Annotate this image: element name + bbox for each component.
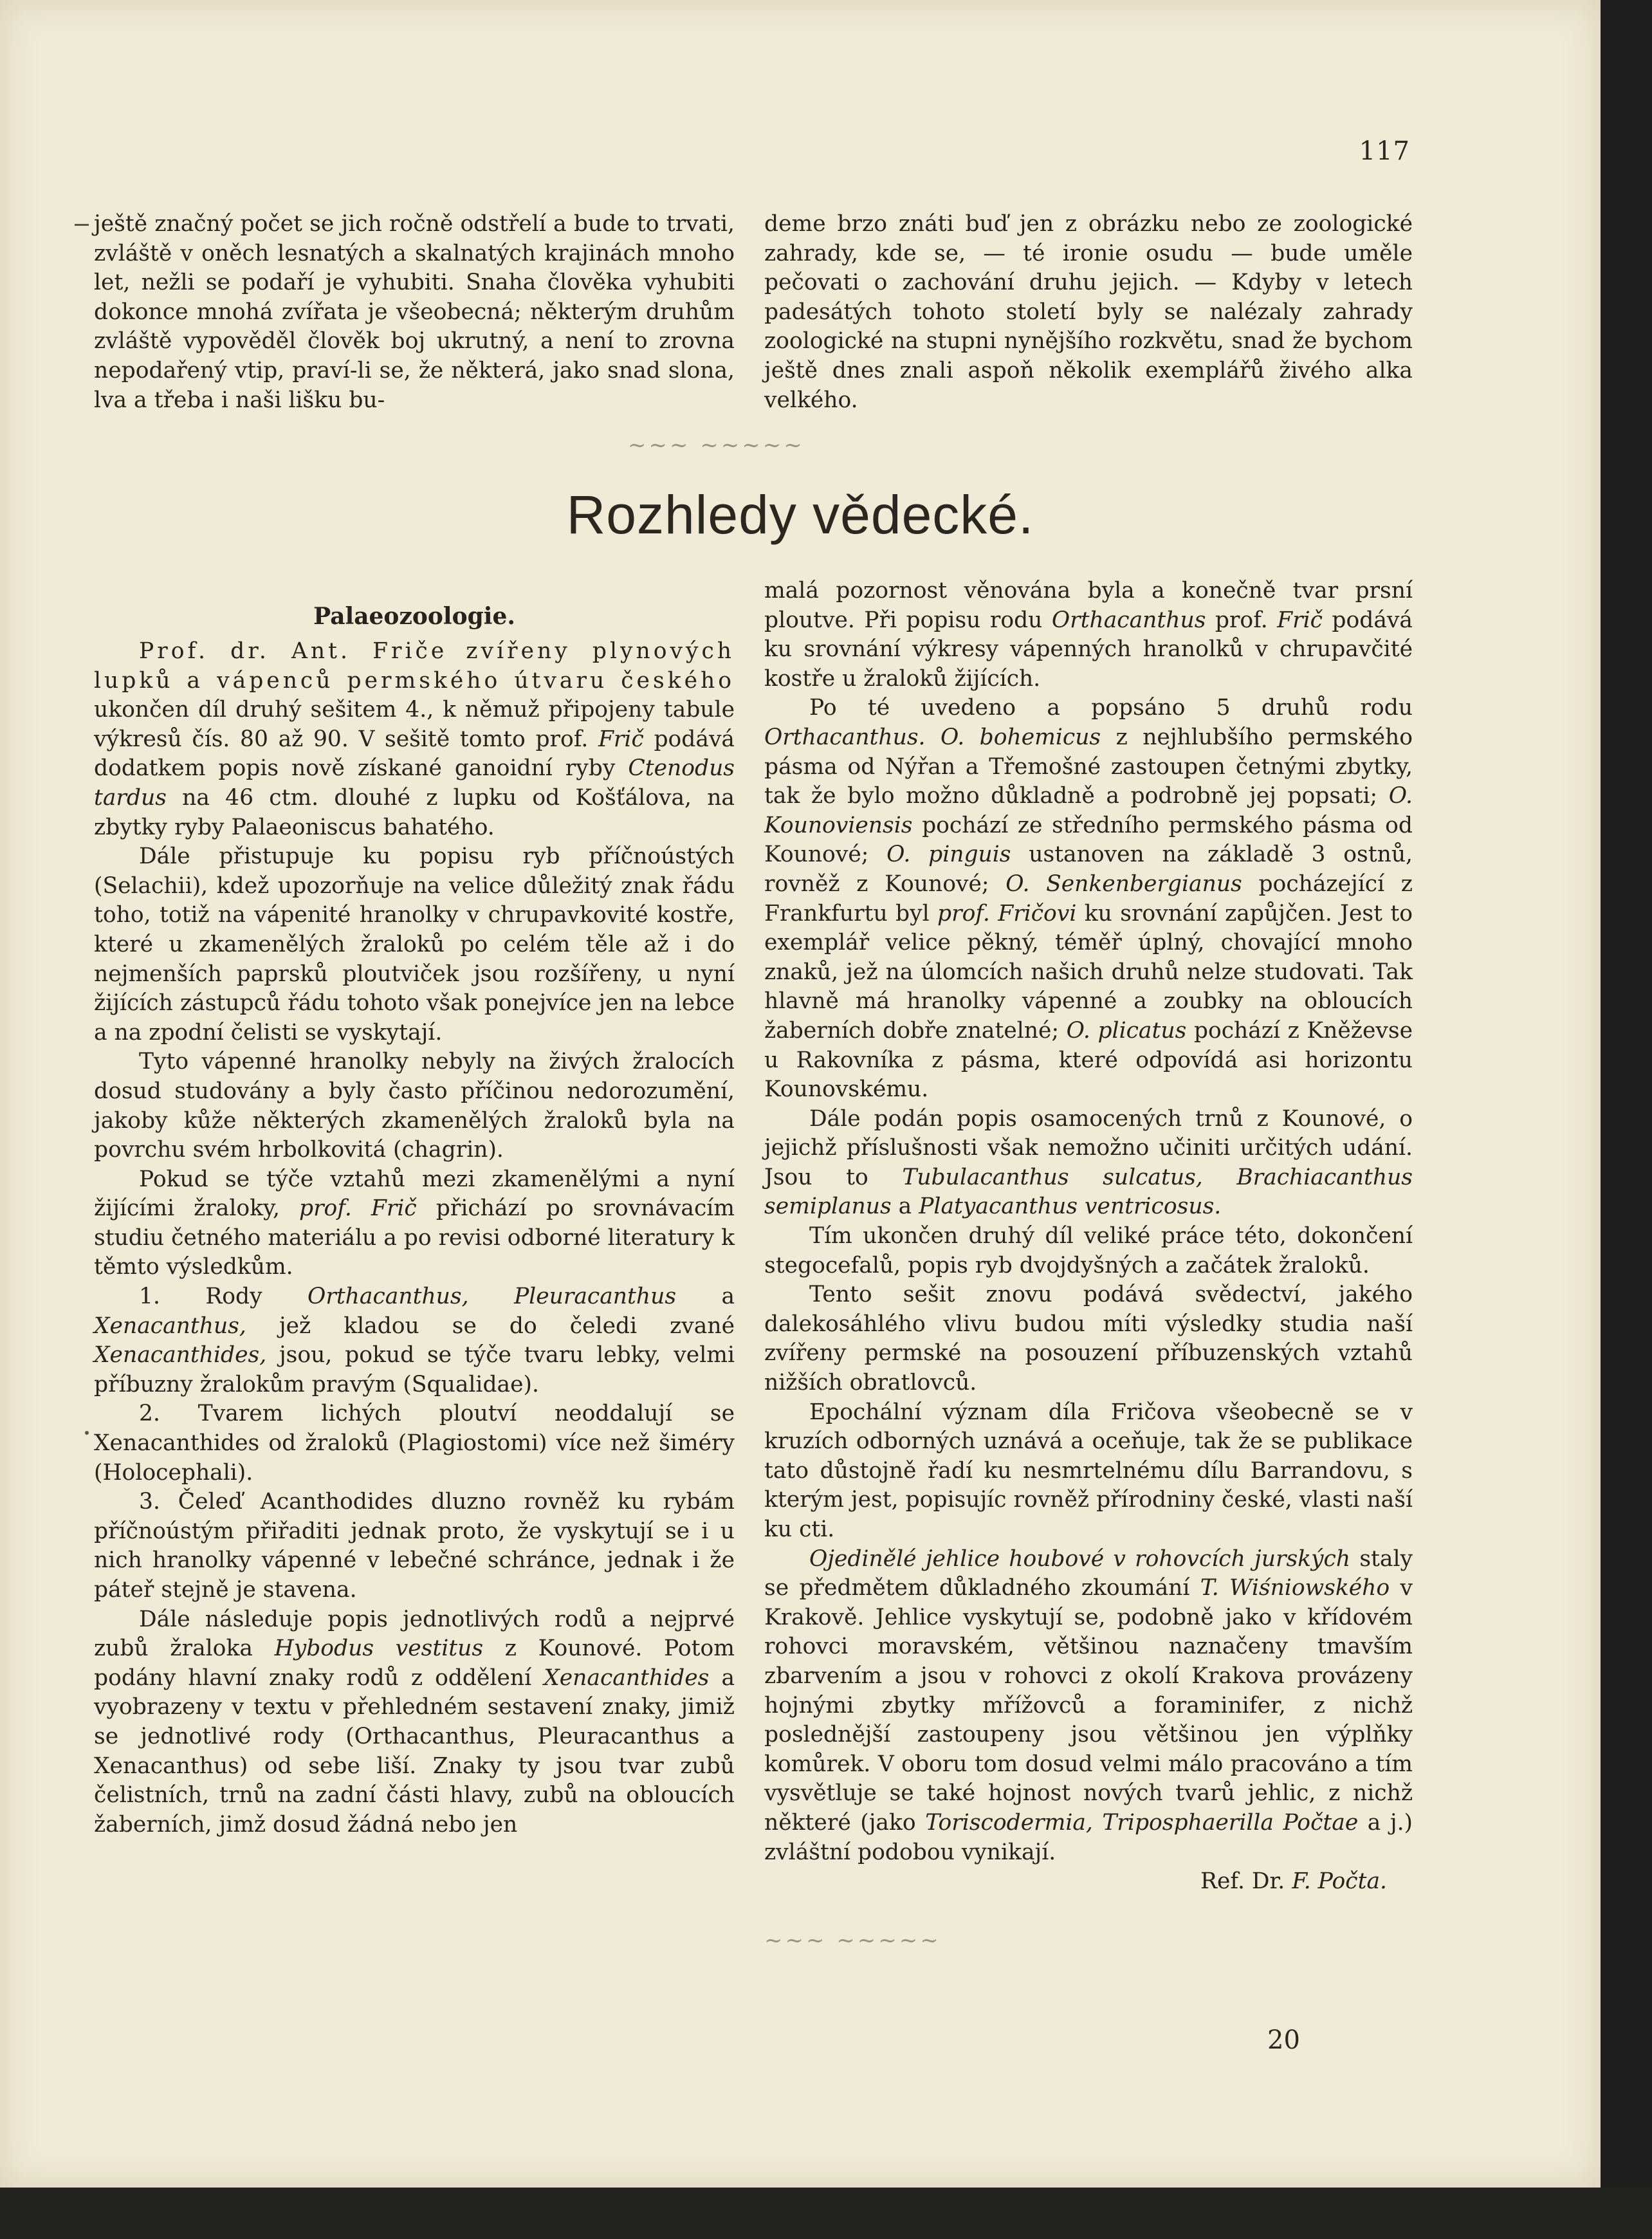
paragraph-7: 3. Čeleď Acanthodides dluzno rovněž ku rybám příčnoústým přiřaditi jednak proto, že vyskytují se i u nich hranolky vápenné v lebečné schránce, jednak i že páteř stejně je stavena. bbox=[94, 1489, 735, 1603]
ornament-divider: ~~~ ~~~~~ bbox=[628, 432, 805, 458]
paragraph-8: Dále následuje popis jednotlivých rodů a nejprvé zubů žraloka Hybodus vestitus z Kounové. Potom podány hlavní znaky rodů z oddělení Xenacanthides a vyobrazeny v textu v přehledném sestavení znaky, jimiž se jednotlivé rody (Orthacanthus, Pleuracanthus a Xenacanthus) od sebe liší. Znaky ty jsou tvar zubů čelistních, trnů na zadní části hlavy, zubů na obloucích žaberních, jimž dosud žádná nebo jen bbox=[94, 1606, 735, 1838]
scan-background-right bbox=[1601, 0, 1652, 2239]
reference-signature: Ref. Dr. F. Počta. bbox=[1200, 1868, 1387, 1895]
paragraph-1: malá pozornost věnována byla a konečně tvar prsní ploutve. Při popisu rodu Orthacanthus prof. Frič podává ku srovnání výkresy vápenných hranolků v chrupavčité kostře u žraloků žijících. bbox=[764, 578, 1413, 692]
paragraph-text: deme brzo znáti buď jen z obrázku nebo ze zoologické zahrady, kde se, — té ironie osudu — bude uměle pečovati o zachování druhu jejich. — Kdyby v letech padesátých tohoto století byly se nalézaly zahrady zoologické na stupni nynějšího rozkvětu, snad že bychom ještě dnes znali aspoň několik exemplářů živého alka velkého. bbox=[764, 211, 1413, 413]
right-column bbox=[764, 576, 1413, 1897]
section-title: Rozhledy vědecké. bbox=[566, 484, 1034, 545]
paragraph-5: Tento sešit znovu podává svědectví, jakého dalekosáhlého vlivu budou míti výsledky studia naší zvířeny permské na posouzení příbuzenských vztahů nižších obratlovců. bbox=[764, 1282, 1413, 1396]
top-right-paragraph bbox=[764, 210, 1413, 415]
paragraph-2: Po té uvedeno a popsáno 5 druhů rodu Orthacanthus. O. bohemicus z nejhlubšího permského pásma od Nýřan a Třemošné zastoupen četnými zbytky, tak že bylo možno důkladně a podrobně jej popsati; O. Kounoviensis pochází ze středního permského pásma od Kounové; O. pinguis ustanoven na základě 3 ostnů, rovněž z Kounové; O. Senkenbergianus pocházející z Frankfurtu byl prof. Fričovi ku srovnání zapůjčen. Jest to exemplář velice pěkný, téměř úplný, chovající mnoho znaků, jež na úlomcích našich druhů nelze studovati. Tak hlavně má hranolky vápenné a zoubky na obloucích žaberních dobře znatelné; O. plicatus pochází z Kněževse u Rakovníka z pásma, které odpovídá asi horizontu Kounovskému. bbox=[764, 695, 1413, 1103]
subsection-title: Palaeozoologie. bbox=[313, 603, 515, 630]
signature-number: 20 bbox=[1267, 2025, 1300, 2055]
paragraph-1: Prof. dr. Ant. Friče zvířeny plynových lupků a vápenců permského útvaru českého ukončen díl druhý sešitem 4., k němuž připojeny tabule výkresů čís. 80 až 90. V sešitě tomto prof. Frič podává dodatkem popis nově získané ganoidní ryby Ctenodus tardus na 46 ctm. dlouhé z lupku od Košťálova, na zbytky ryby Palaeoniscus bahatého. bbox=[94, 638, 735, 840]
paragraph-7: Ojedinělé jehlice houbové v rohovcích jurských staly se předmětem důkladného zkoumání T. Wiśniowského v Krakově. Jehlice vyskytují se, podobně jako v křídovém rohovci moravském, většinou naznačeny tmavším zbarvením a jsou v rohovci z okolí Krakova provázeny hojnými zbytky mřížovců a foraminifer, z nichž poslednější zastoupeny jsou většinou jen výplňky komůrek. V oboru tom dosud velmi málo pracováno a tím vysvětluje se také hojnost nových tvarů jehlic, z nichž některé (jako Toriscodermia, Triposphaerilla Počtae a j.) zvláštní podobou vynikají. bbox=[764, 1545, 1413, 1865]
left-column bbox=[94, 601, 735, 1839]
paragraph-6: 2. Tvarem lichých ploutví neoddalují se Xenacanthides od žraloků (Plagiostomi) více než šiméry (Holocephali). bbox=[94, 1401, 735, 1486]
paragraph-3: Tyto vápenné hranolky nebyly na živých žralocích dosud studovány a byly často příčinou nedorozumění, jakoby kůže některých zkamenělých žraloků byla na povrchu svém hrbolkovitá (chagrin). bbox=[94, 1049, 735, 1163]
page-number: 117 bbox=[1359, 136, 1410, 166]
paragraph-5: 1. Rody Orthacanthus, Pleuracanthus a Xenacanthus, jež kladou se do čeledi zvané Xenacanthides, jsou, pokud se týče tvaru lebky, velmi příbuzny žralokům pravým (Squalidae). bbox=[94, 1284, 735, 1397]
paragraph-4: Tím ukončen druhý díl veliké práce této, dokončení stegocefalů, popis ryb dvojdyšných a začátek žraloků. bbox=[764, 1223, 1413, 1278]
top-left-paragraph bbox=[94, 210, 735, 415]
paragraph-4: Pokud se týče vztahů mezi zkamenělými a nyní žijícími žraloky, prof. Frič přichází po srovnávacím studiu četného materiálu a po revisi odborné literatury k těmto výsledkům. bbox=[94, 1166, 735, 1280]
margin-dot bbox=[85, 1431, 89, 1435]
scan-background-bottom bbox=[0, 2188, 1652, 2239]
paragraph-3: Dále podán popis osamocených trnů z Kounové, o jejichž příslušnosti však nemožno učiniti určitých udání. Jsou to Tubulacanthus sulcatus, Brachiacanthus semiplanus a Platyacanthus ventricosus. bbox=[764, 1105, 1413, 1220]
margin-mark bbox=[75, 224, 89, 226]
ornament-divider: ~~~ ~~~~~ bbox=[764, 1928, 941, 1953]
paragraph-2: Dále přistupuje ku popisu ryb příčnoústých (Selachii), kdež upozorňuje na velice důležitý znak řádu toho, totiž na vápenité hranolky v chrupavkovité kostře, které u zkamenělých žraloků po celém těle až i do nejmenších paprsků ploutviček jsou rozšířeny, u nyní žijících zástupců řádu tohoto však ponejvíce jen na lebce a na zpodní čelisti se vyskytají. bbox=[94, 843, 735, 1046]
paragraph-text: ještě značný počet se jich ročně odstřelí a bude to trvati, zvláště v oněch lesnatých a skalnatých krajinách mnoho let, nežli se podaří je vyhubiti. Snaha člověka vyhubiti dokonce mnohá zvířata je všeobecná; některým druhům zvláště vypověděl člověk boj ukrutný, a není to zrovna nepodařený vtip, praví-li se, že některá, jako snad slona, lva a třeba i naši lišku bu- bbox=[94, 211, 735, 413]
paragraph-6: Epochální význam díla Fričova všeobecně se v kruzích odborných uznává a oceňuje, tak že se publikace tato důstojně řadí ku nesmrtelnému dílu Barrandovu, s kterým jest, popisujíc rovněž přírodniny české, vlasti naší ku cti. bbox=[764, 1399, 1413, 1542]
